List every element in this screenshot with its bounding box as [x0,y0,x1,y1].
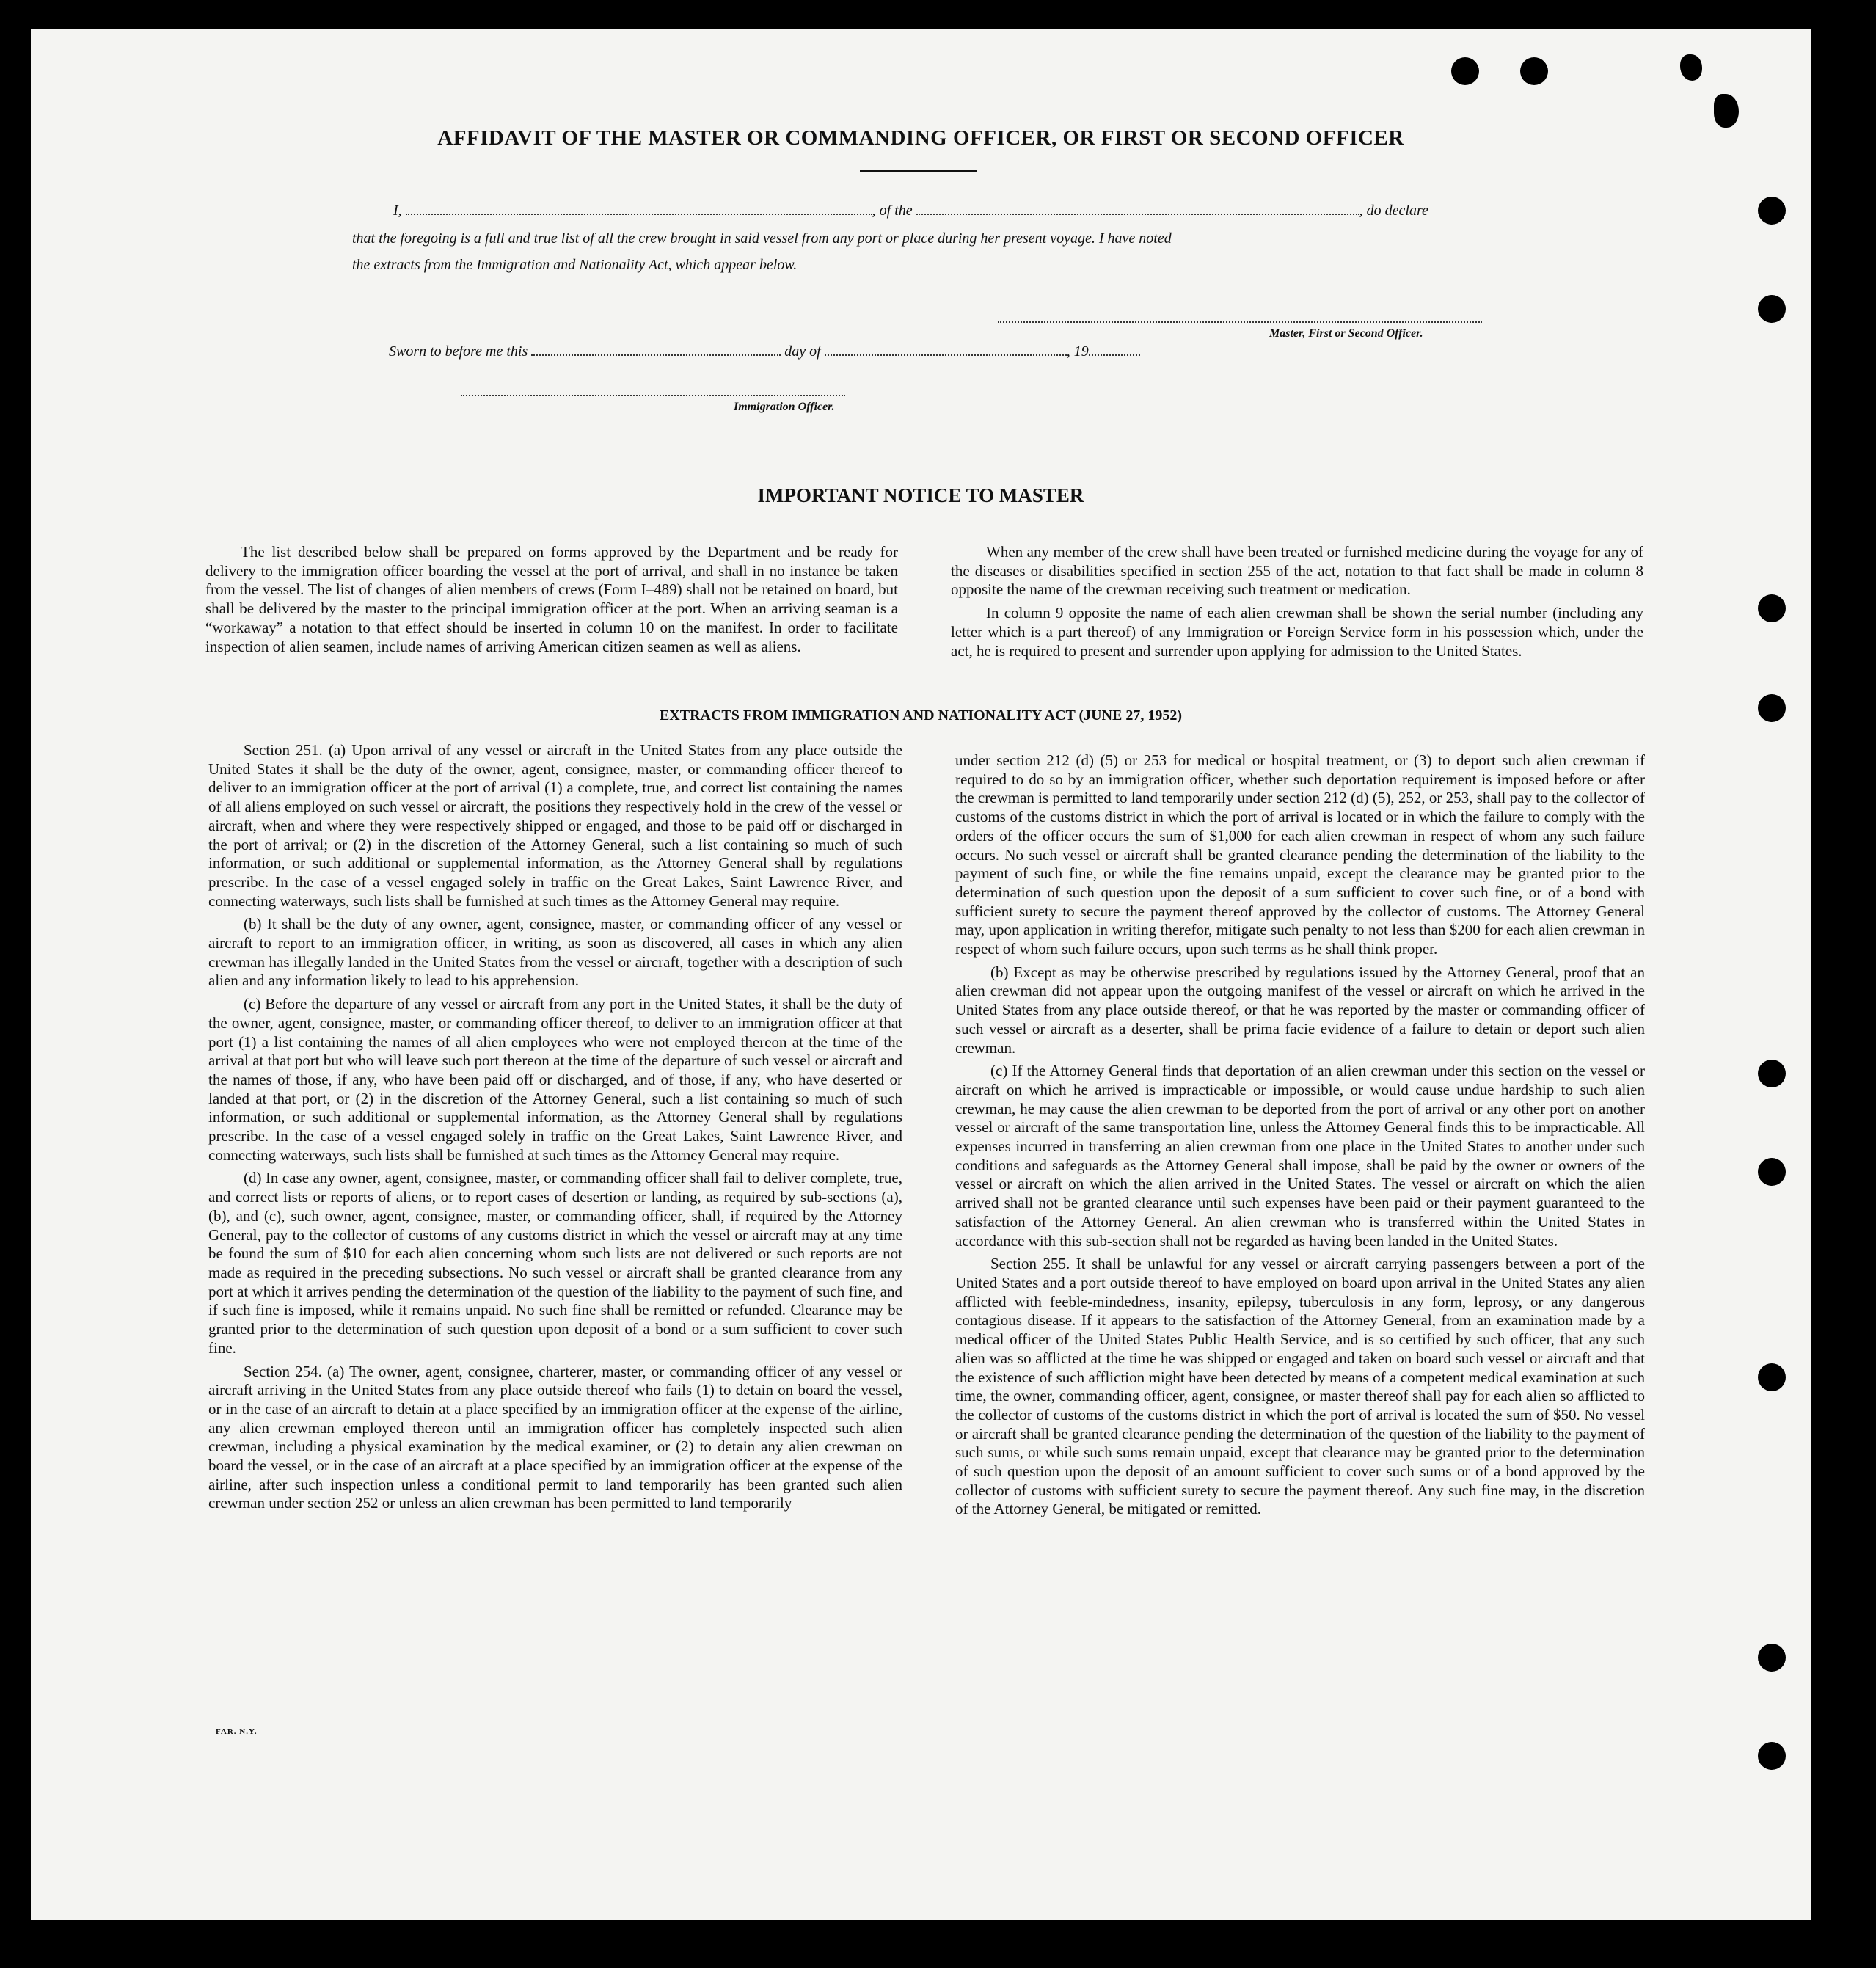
statute-paragraph: (b) Except as may be otherwise prescribed by regulations issued by the Attorney General, proof that an alien crewman did not appear upon the outgoing manifest of the vessel or aircraft on which he arrived in the United States from any place outside thereof, or that he was reported by the master or commanding officer of such vessel or aircraft as a deserter, shall be prima facie evidence of a failure to detain or deport such alien crewman. [955,963,1645,1057]
declaration-line-1 [393,203,1428,219]
sworn-day-field[interactable] [531,350,781,356]
sworn-month-field[interactable] [825,350,1067,356]
statute-paragraph: Section 254. (a) The owner, agent, consignee, charterer, master, or commanding officer of any vessel or aircraft arriving in the United States from any place outside thereof who fails (1) to detain on board the vessel, or in the case of an aircraft to detain at a place specified by an immigration officer at the expense of the airline, any alien crewman employed thereon until an immigration officer has completely inspected such alien crewman, including a physical examination by the medical examiner, or (2) to detain any alien crewman on board the vessel, or in the case of an aircraft at a place specified by an immigration officer at the expense of the airline, after such inspection unless a conditional permit to land temporarily has been granted such alien crewman under section 252 or unless an alien crewman has been permitted to land temporarily [208,1362,902,1512]
statute-paragraph: (d) In case any owner, agent, consignee, master, or commanding officer shall fail to deliver complete, true, and correct lists or reports of aliens, or to report cases of desertion or landing, as required by sub-sections (a), (b), and (c), such owner, agent, consignee, master, or commanding officer, shall, if required by the Attorney General, pay to the collector of customs of any customs district in which the vessel or aircraft may at any time be found the sum of $10 for each alien concerning whom such lists are not delivered or such reports are not made as required in the preceding subsections. No such vessel or aircraft shall be granted clearance from any port at which it arrives pending the determination of the question of the liability to the payment of such fine, and if such fine is imposed, while it remains unpaid. No such fine shall be remitted or refunded. Clearance may be granted prior to the determination of such question upon deposit of a bond or a sum sufficient to cover such fine. [208,1169,902,1357]
notice-left-column [205,543,898,660]
statute-paragraph: (b) It shall be the duty of any owner, agent, consignee, master, or commanding officer of any vessel or aircraft to report to an immigration officer, in writing, as soon as discovered, all cases in which any alien crewman has illegally landed in the United States from the vessel or aircraft, together with a description of such alien and any information likely to lead to his apprehension. [208,915,902,990]
do-declare-label: , do declare [1359,203,1428,219]
punch-hole [1758,1644,1786,1672]
sworn-year-field[interactable] [1089,350,1140,356]
sworn-line [389,343,1140,360]
notice-paragraph: When any member of the crew shall have been treated or furnished medicine during the voyage for any of the diseases or disabilities specified in section 255 of the act, notation to that fact shall be made in column 8 opposite the name of the crewman receiving such treatment or medication. [951,543,1643,599]
punch-hole [1758,1742,1786,1770]
notice-paragraph: The list described below shall be prepared on forms approved by the Department and be ready for delivery to the immigration officer boarding the vessel at the port of arrival, and shall in no instance be taken from the vessel. The list of changes of alien members of crews (Form I–489) shall not be retained on board, but shall be delivered by the master to the principal immigration officer at the port. When an arriving seaman is a “workaway” a notation to that effect should be inserted in column 10 on the manifest. In order to facilitate inspection of alien seamen, include names of arriving American citizen seamen as well as aliens. [205,543,898,655]
declaration-line-2: that the foregoing is a full and true list of all the crew brought in said vessel from any port or place during her present voyage. I have noted [352,230,1172,247]
punch-hole [1451,57,1479,85]
master-signature-field[interactable] [998,317,1482,323]
statute-paragraph: (c) Before the departure of any vessel or aircraft from any port in the United States, it shall be the duty of the owner, agent, consignee, master, or commanding officer thereof, to deliver to an immigration officer at that port (1) a list containing the names of all alien employees who were not employed thereon at the time of the arrival at that port but who will leave such port thereon at the time of the departure of such vessel or aircraft and the names of those, if any, who have been paid off or discharged, and of those, if any, who have deserted or landed at that port, or (2) in the discretion of the Attorney General, such a list containing so much of such information, or such additional or supplemental information, as the Attorney General shall by regulations prescribe. In the case of a vessel engaged solely in traffic on the Great Lakes, Saint Lawrence River, and connecting waterways, such lists shall be furnished at such times as the Attorney General may require. [208,995,902,1164]
punch-hole [1520,57,1548,85]
title-rule [860,170,977,172]
punch-hole [1758,295,1786,323]
notice-heading: IMPORTANT NOTICE TO MASTER [757,484,1084,506]
statute-paragraph: (c) If the Attorney General finds that deportation of an alien crewman under this section on the vessel or aircraft on which he arrived is impracticable or impossible, or would cause undue hardship to such alien crewman, he may cause the alien crewman to be deported from the port of arrival or any other port on another vessel or aircraft of the same transportation line, unless the Attorney General finds this to be impracticable. All expenses incurred in transferring an alien crewman from one place in the United States to another under such conditions and safeguards as the Attorney General shall impose, shall be paid by the owner or owners of the vessel or aircraft on which the alien arrived in the United States. The vessel or aircraft on which the alien arrived shall not be granted clearance until such expenses have been paid or their payment guaranteed to the satisfaction of the Attorney General. An alien crewman who is transferred within the United States in accordance with this sub-section shall not be regarded as having been landed in the United States. [955,1062,1645,1250]
punch-hole [1714,94,1739,128]
printer-mark: FAR. N.Y. [216,1727,258,1736]
extracts-right-column [955,751,1645,1523]
punch-hole [1758,594,1786,622]
punch-hole [1758,1158,1786,1186]
immigration-officer-label: Immigration Officer. [734,401,835,413]
affidavit-title: AFFIDAVIT OF THE MASTER OR COMMANDING OFFICER, OR FIRST OR SECOND OFFICER [437,126,1404,150]
punch-hole [1758,1363,1786,1391]
punch-hole [1758,1060,1786,1087]
punch-hole [1758,197,1786,225]
year-prefix: , 19 [1066,343,1089,360]
sworn-prefix: Sworn to before me this [389,343,528,360]
of-the-label: , of the [872,203,913,219]
declarant-prefix: I, [393,203,402,219]
notice-paragraph: In column 9 opposite the name of each alien crewman shall be shown the serial number (including any letter which is a part thereof) of any Immigration or Foreign Service form in his possession which, under the act, he is required to present and surrender upon applying for admission to the United States. [951,604,1643,660]
day-of-label: day of [784,343,821,360]
master-signature-label: Master, First or Second Officer. [1269,327,1423,340]
statute-paragraph: Section 255. It shall be unlawful for any vessel or aircraft carrying passengers between a port of the United States and a port outside thereof to have employed on board upon arrival in the United States any alien afflicted with feeble-mindedness, insanity, epilepsy, tuberculosis in any form, leprosy, or any dangerous contagious disease. If it appears to the satisfaction of the Attorney General, from an examination made by a medical officer of the United States Public Health Service, and is so certified by such officer, that any such alien was so afflicted at the time he was shipped or engaged and taken on board such vessel or aircraft and that the existence of such affliction might have been detected by means of a competent medical examination at such time, the owner, commanding officer, agent, consignee, or master thereof shall pay for each alien so afflicted to the collector of customs of the customs district in which the port of arrival is located the sum of $50. No vessel or aircraft shall be granted clearance pending the determination of the question of the liability to the payment of such sums, or while such sums remain unpaid, except that clearance may be granted prior to the determination of such question upon the deposit of an amount sufficient to cover such sums or of a bond approved by the collector of customs with sufficient surety to secure the payment thereof. Any such fine may, in the discretion of the Attorney General, be mitigated or remitted. [955,1255,1645,1518]
statute-paragraph: under section 212 (d) (5) or 253 for medical or hospital treatment, or (3) to deport such alien crewman if required to do so by an immigration officer, whether such deportation requirement is imposed before or after the crewman is permitted to land temporarily under section 212 (d) (5), 252, or 253, shall pay to the collector of customs of the customs district in which the port of arrival is located or in which the failure to comply with the orders of the officer occurs the sum of $1,000 for each alien crewman in respect of whom any such failure occurs. No such vessel or aircraft shall be granted clearance pending the determination of the liability to the payment of such fine, or while the fine remains unpaid, except the clearance may be granted prior to the determination of such question upon the deposit of a sum sufficient to cover such fine, or of a bond with sufficient surety to secure the payment thereof approved by the collector of customs. The Attorney General may, upon application in writing therefor, mitigate such penalty to not less than $200 for each alien crewman in respect of whom such failure occurs, upon such terms as he shall think proper. [955,751,1645,958]
declaration-line-3: the extracts from the Immigration and Nationality Act, which appear below. [352,257,798,273]
immigration-officer-signature-field[interactable] [461,390,845,396]
vessel-name-field[interactable] [916,209,1359,215]
statute-paragraph: Section 251. (a) Upon arrival of any vessel or aircraft in the United States from any place outside the United States it shall be the duty of the owner, agent, consignee, master, or commanding officer thereof to deliver to an immigration officer at the port of arrival (1) a complete, true, and correct list containing the names of all aliens employed on such vessel or aircraft, the positions they respectively hold in the crew of the vessel or aircraft, when and where they were respectively shipped or engaged, and those to be paid off or discharged in the port of arrival; or (2) in the discretion of the Attorney General, such a list containing so much of such information, or such additional or supplemental information, as the Attorney General shall by regulations prescribe. In the case of a vessel engaged solely in traffic on the Great Lakes, Saint Lawrence River, and connecting waterways, such lists shall be furnished at such times as the Attorney General may require. [208,741,902,910]
extracts-left-column [208,741,902,1517]
extracts-heading: EXTRACTS FROM IMMIGRATION AND NATIONALITY ACT (JUNE 27, 1952) [659,707,1183,724]
declarant-name-field[interactable] [406,209,872,215]
form-page [31,29,1811,1920]
notice-right-column [951,543,1643,665]
punch-hole [1680,54,1702,81]
